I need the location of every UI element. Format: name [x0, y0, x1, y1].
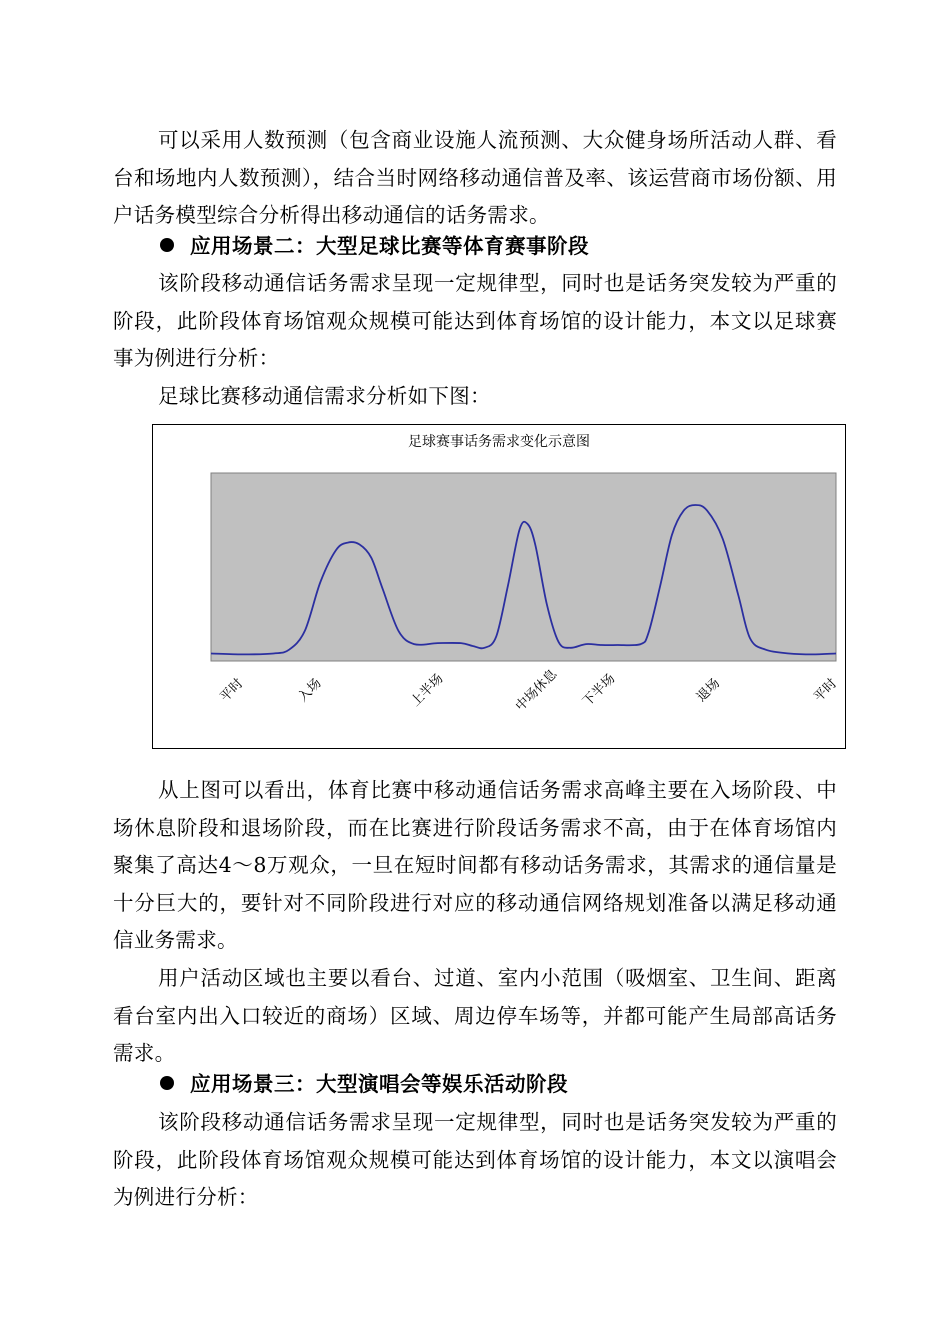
x-tick-label: 平时	[217, 676, 247, 706]
x-tick-label: 上半场	[408, 671, 447, 710]
heading-scenario-2	[160, 228, 589, 266]
bullet-dot-icon	[160, 238, 174, 252]
heading-scenario-3	[160, 1066, 568, 1104]
x-tick-label: 下半场	[580, 671, 619, 710]
bullet-dot-icon	[160, 1076, 174, 1090]
x-tick-label: 中场休息	[512, 666, 561, 715]
heading-scenario-3-text: 应用场景三：大型演唱会等娱乐活动阶段	[190, 1072, 568, 1096]
paragraph-concert-intro: 该阶段移动通信话务需求呈现一定规律型，同时也是话务突发较为严重的阶段，此阶段体育场馆观众规模可能达到体育场馆的设计能力，本文以演唱会为例进行分析：	[113, 1110, 837, 1210]
paragraph-user-areas: 用户活动区域也主要以看台、过道、室内小范围（吸烟室、卫生间、距离看台室内出入口较近的商场）区域、周边停车场等，并都可能产生局部高话务需求。	[113, 966, 837, 1066]
chart-title: 足球赛事话务需求变化示意图	[408, 434, 590, 450]
paragraph-chart-caption: 足球比赛移动通信需求分析如下图：	[158, 384, 491, 408]
paragraph-football-intro: 该阶段移动通信话务需求呈现一定规律型，同时也是话务突发较为严重的阶段，此阶段体育场馆观众规模可能达到体育场馆的设计能力，本文以足球赛事为例进行分析：	[113, 271, 837, 371]
heading-scenario-2-text: 应用场景二：大型足球比赛等体育赛事阶段	[190, 234, 589, 258]
football-traffic-chart	[152, 424, 846, 749]
x-tick-label: 退场	[694, 676, 724, 706]
x-tick-label: 平时	[811, 676, 841, 706]
paragraph-prediction-method: 可以采用人数预测（包含商业设施人流预测、大众健身场所活动人群、看台和场地内人数预测），结合当时网络移动通信普及率、该运营商市场份额、用户话务模型综合分析得出移动通信的话务需求。	[113, 128, 837, 228]
x-tick-label: 入场	[295, 676, 325, 706]
chart-svg	[153, 425, 845, 748]
paragraph-peak-analysis: 从上图可以看出，体育比赛中移动通信话务需求高峰主要在入场阶段、中场休息阶段和退场阶段，而在比赛进行阶段话务需求不高，由于在体育场馆内聚集了高达4～8万观众，一旦在短时间都有移动话务需求，其需求的通信量是十分巨大的，要针对不同阶段进行对应的移动通信网络规划准备以满足移动通信业务需求。	[113, 778, 837, 953]
